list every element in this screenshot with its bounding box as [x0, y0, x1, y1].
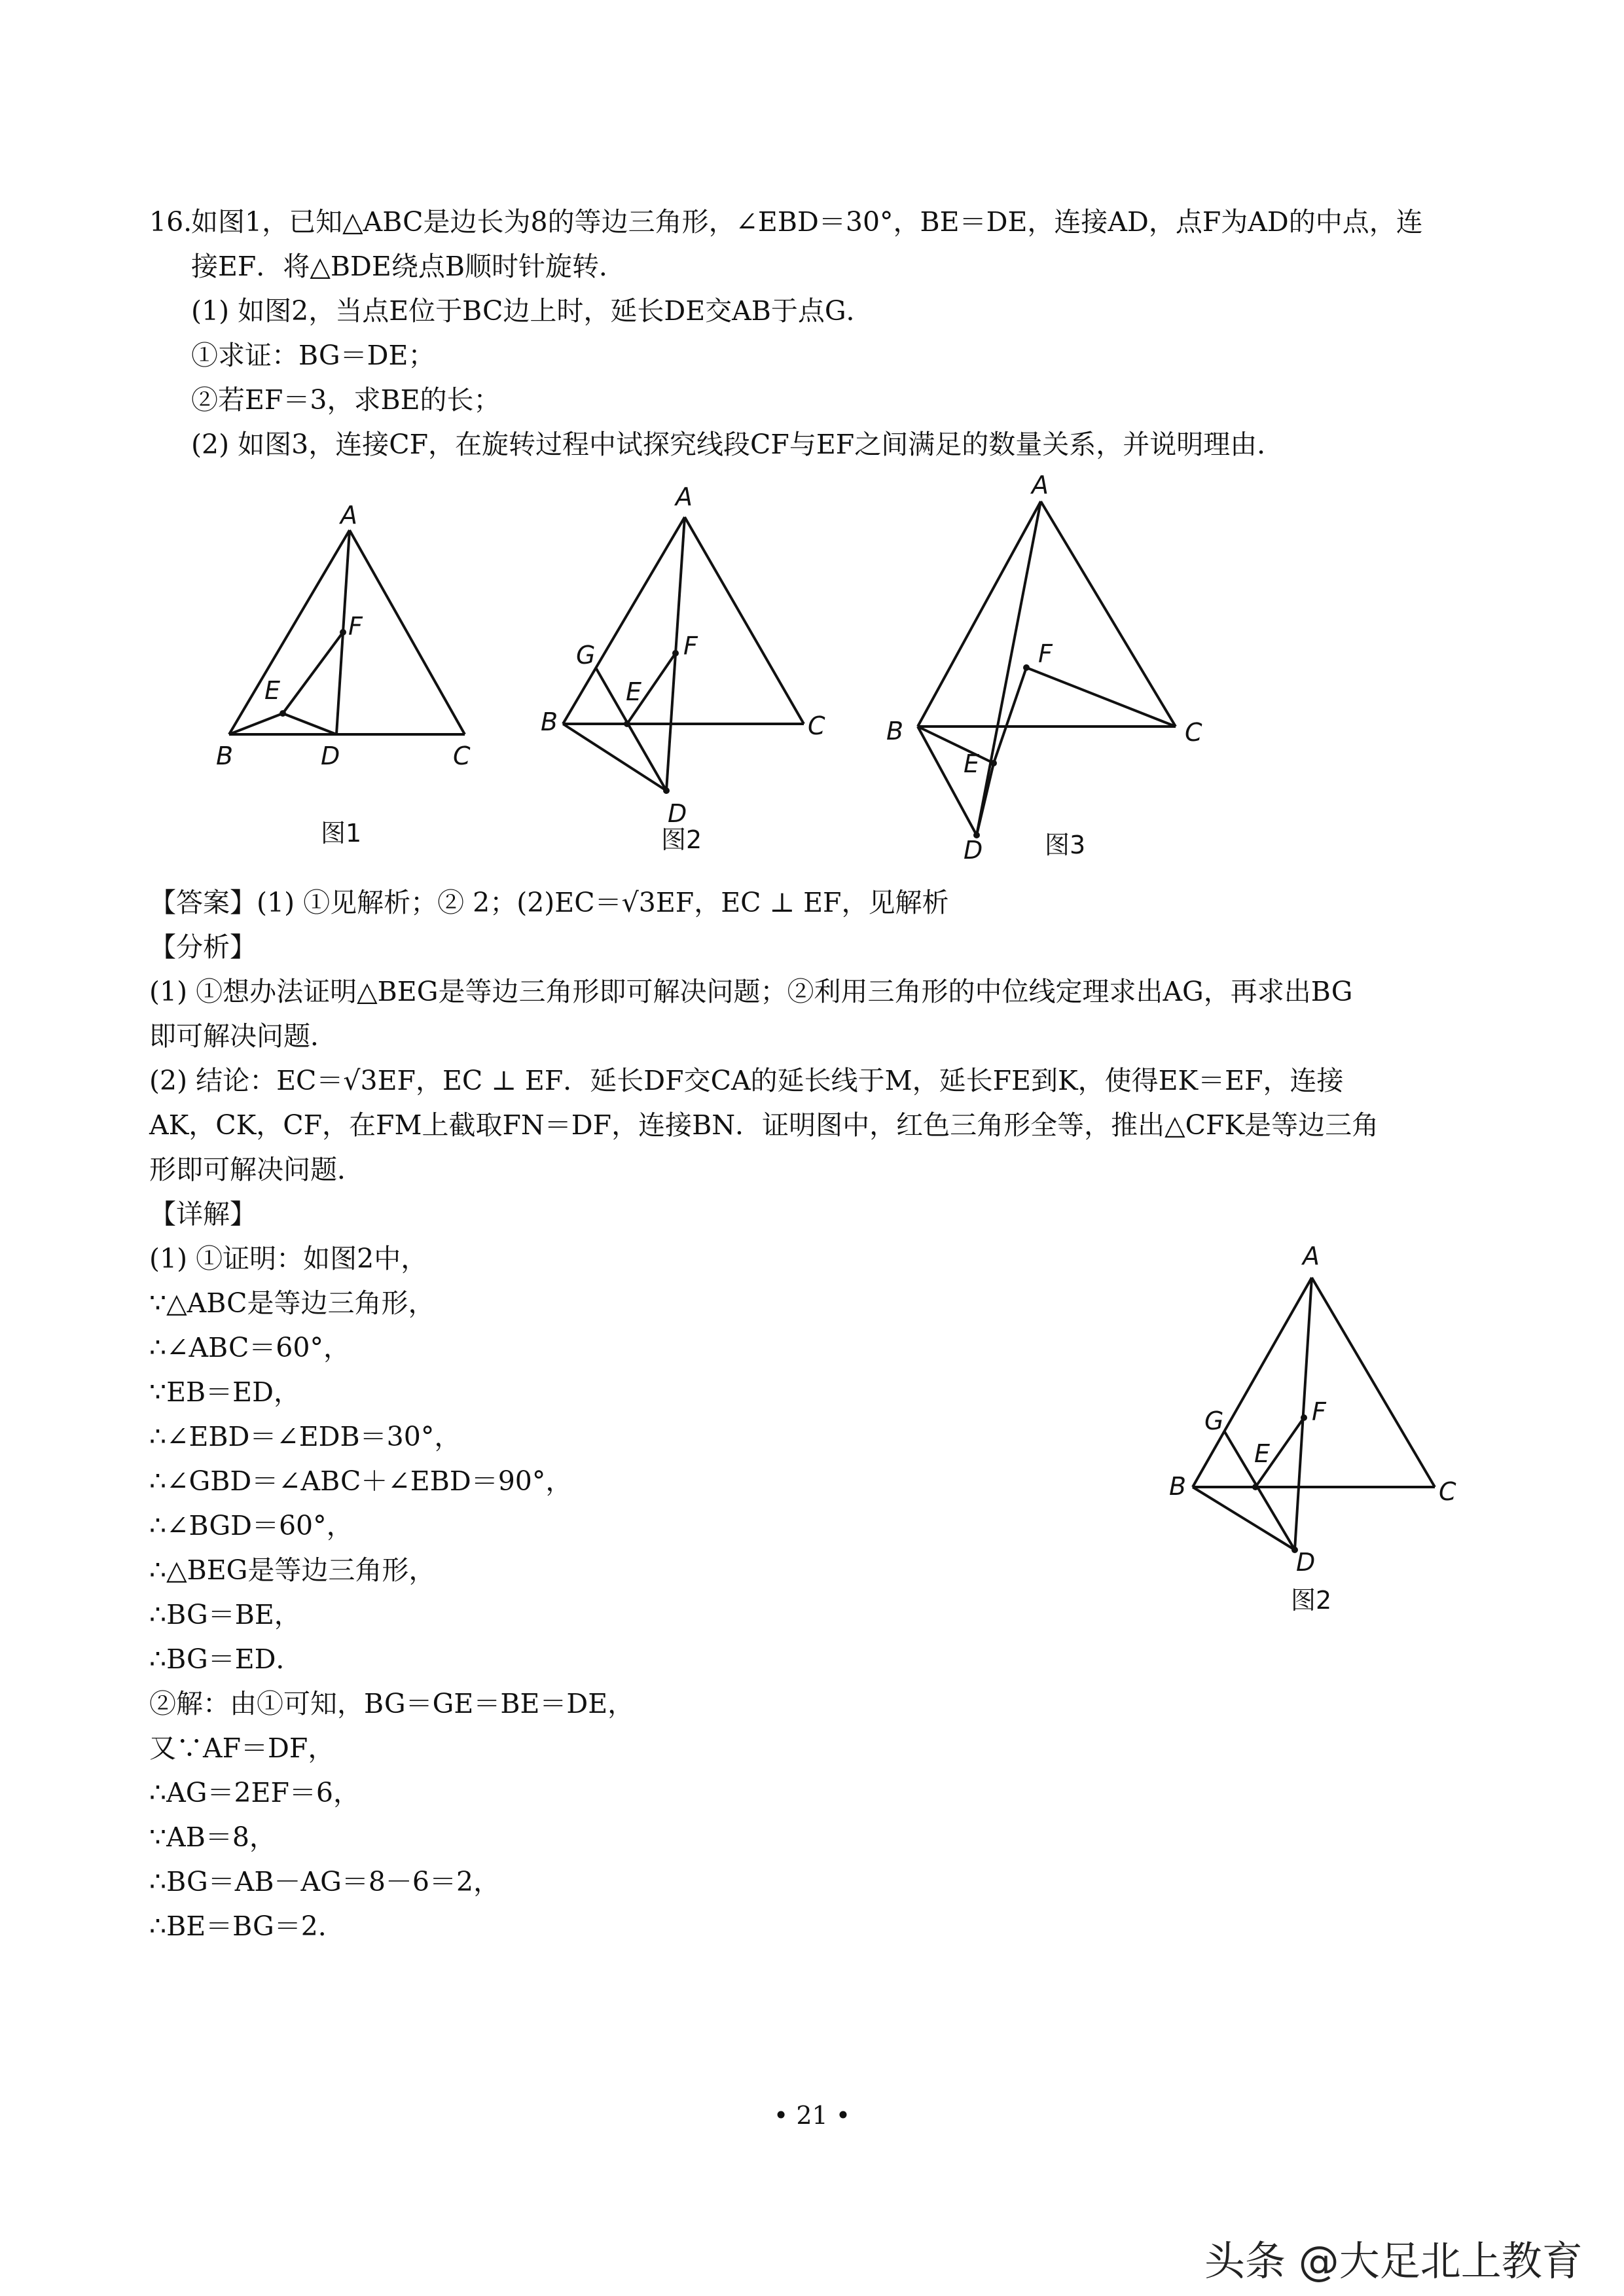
fig2-label-d: D: [668, 799, 687, 828]
detail-text: ∴∠BGD＝60°，: [149, 1510, 353, 1541]
fig2-label-c: C: [808, 711, 825, 740]
fig2-label-g: G: [576, 641, 596, 670]
question-text-1: 如图1，已知△ABC是边长为8的等边三角形，∠EBD＝30°，BE＝DE，连接AD，点F为AD的中点，连: [191, 206, 1423, 238]
figure-2: [530, 478, 844, 867]
answer-heading: 【答案】: [149, 887, 257, 918]
fig2b-label-g: G: [1204, 1407, 1224, 1435]
fig2-label-a: A: [676, 482, 693, 511]
detail-text: ∴BE＝BG＝2．: [149, 1910, 345, 1942]
part-1a-text: ①求证：BG＝DE；: [191, 340, 435, 371]
detail-text: ∵△ABC是等边三角形，: [149, 1287, 435, 1319]
fig3-label-b: B: [886, 717, 904, 745]
fig2-label-f: F: [683, 632, 698, 660]
detail-text: ∴AG＝2EF＝6，: [149, 1777, 360, 1808]
analysis-text-1: (1) ①想办法证明△BEG是等边三角形即可解决问题；②利用三角形的中位线定理求出AG，再求出BG: [149, 976, 1353, 1007]
fig2-label-b: B: [541, 708, 558, 736]
fig3-label-c: C: [1185, 718, 1202, 747]
fig2b-label-a: A: [1303, 1242, 1320, 1270]
fig1-label-a: A: [340, 501, 357, 529]
detail-text: ∴BG＝BE，: [149, 1599, 301, 1630]
fig1-label-d: D: [321, 742, 340, 770]
analysis-heading: 【分析】: [149, 931, 257, 963]
watermark: 头条 @大足北上教育: [1204, 2237, 1583, 2285]
detail-text: ∵EB＝ED，: [149, 1376, 300, 1408]
part-1-text: (1) 如图2，当点E位于BC边上时，延长DE交AB于点G．: [191, 295, 873, 327]
detail-text: ∴BG＝ED．: [149, 1643, 303, 1675]
figure-1: [196, 497, 511, 867]
fig2b-label-b: B: [1169, 1472, 1187, 1501]
fig1-label-b: B: [216, 742, 234, 770]
fig3-caption: 图3: [1045, 831, 1086, 859]
figure-2-repeat: [1139, 1230, 1479, 1626]
detail-text: ∵AB＝8，: [149, 1821, 276, 1853]
fig3-label-a: A: [1032, 471, 1049, 499]
detail-text: ②解：由①可知，BG＝GE＝BE＝DE，: [149, 1688, 635, 1719]
fig2b-label-d: D: [1296, 1548, 1316, 1577]
page-number: • 21 •: [773, 2101, 851, 2130]
analysis-text-4: AK，CK，CF，在FM上截取FN＝DF，连接BN．证明图中，红色三角形全等，推出△CFK是等边三角: [149, 1109, 1379, 1141]
detail-text: ∴△BEG是等边三角形，: [149, 1554, 436, 1586]
detail-text: ∴∠EBD＝∠EDB＝30°，: [149, 1421, 461, 1452]
part-1b-text: ②若EF＝3，求BE的长；: [191, 384, 501, 416]
analysis-text-5: 形即可解决问题．: [149, 1154, 364, 1185]
fig2-label-e: E: [626, 677, 642, 706]
fig2-caption: 图2: [661, 825, 702, 854]
fig1-caption: 图1: [321, 819, 362, 848]
detail-text: (1) ①证明：如图2中，: [149, 1243, 428, 1274]
detail-heading: 【详解】: [149, 1198, 257, 1230]
detail-text: 又∵AF＝DF，: [149, 1732, 335, 1764]
detail-text: ∴BG＝AB－AG＝8－6＝2，: [149, 1866, 501, 1897]
fig1-label-e: E: [264, 676, 281, 705]
fig2b-label-f: F: [1312, 1397, 1326, 1426]
fig3-label-e: E: [964, 749, 980, 778]
answer-text: (1) ①见解析；② 2；(2)EC＝√3EF，EC ⊥ EF，见解析: [257, 887, 949, 918]
fig3-label-d: D: [964, 836, 983, 865]
analysis-text-3: (2) 结论：EC＝√3EF，EC ⊥ EF．延长DF交CA的延长线于M，延长FE到K，使得EK＝EF，连接: [149, 1065, 1344, 1096]
part-2-text: (2) 如图3，连接CF，在旋转过程中试探究线段CF与EF之间满足的数量关系，并说明理由．: [191, 429, 1284, 460]
analysis-text-2: 即可解决问题．: [149, 1020, 337, 1052]
answer-block: [149, 886, 949, 919]
fig2b-caption: 图2: [1291, 1586, 1332, 1615]
detail-text: ∴∠GBD＝∠ABC＋∠EBD＝90°，: [149, 1465, 573, 1497]
fig3-label-f: F: [1038, 639, 1053, 668]
detail-text: ∴∠ABC＝60°，: [149, 1332, 350, 1363]
question-number: 16.: [149, 206, 192, 238]
fig1-label-c: C: [453, 742, 471, 770]
fig2b-label-c: C: [1439, 1477, 1456, 1506]
fig1-label-f: F: [348, 612, 363, 641]
fig2b-label-e: E: [1254, 1439, 1271, 1468]
figure-3: [877, 471, 1244, 867]
question-text-2: 接EF．将△BDE绕点B顺时针旋转．: [191, 251, 626, 282]
